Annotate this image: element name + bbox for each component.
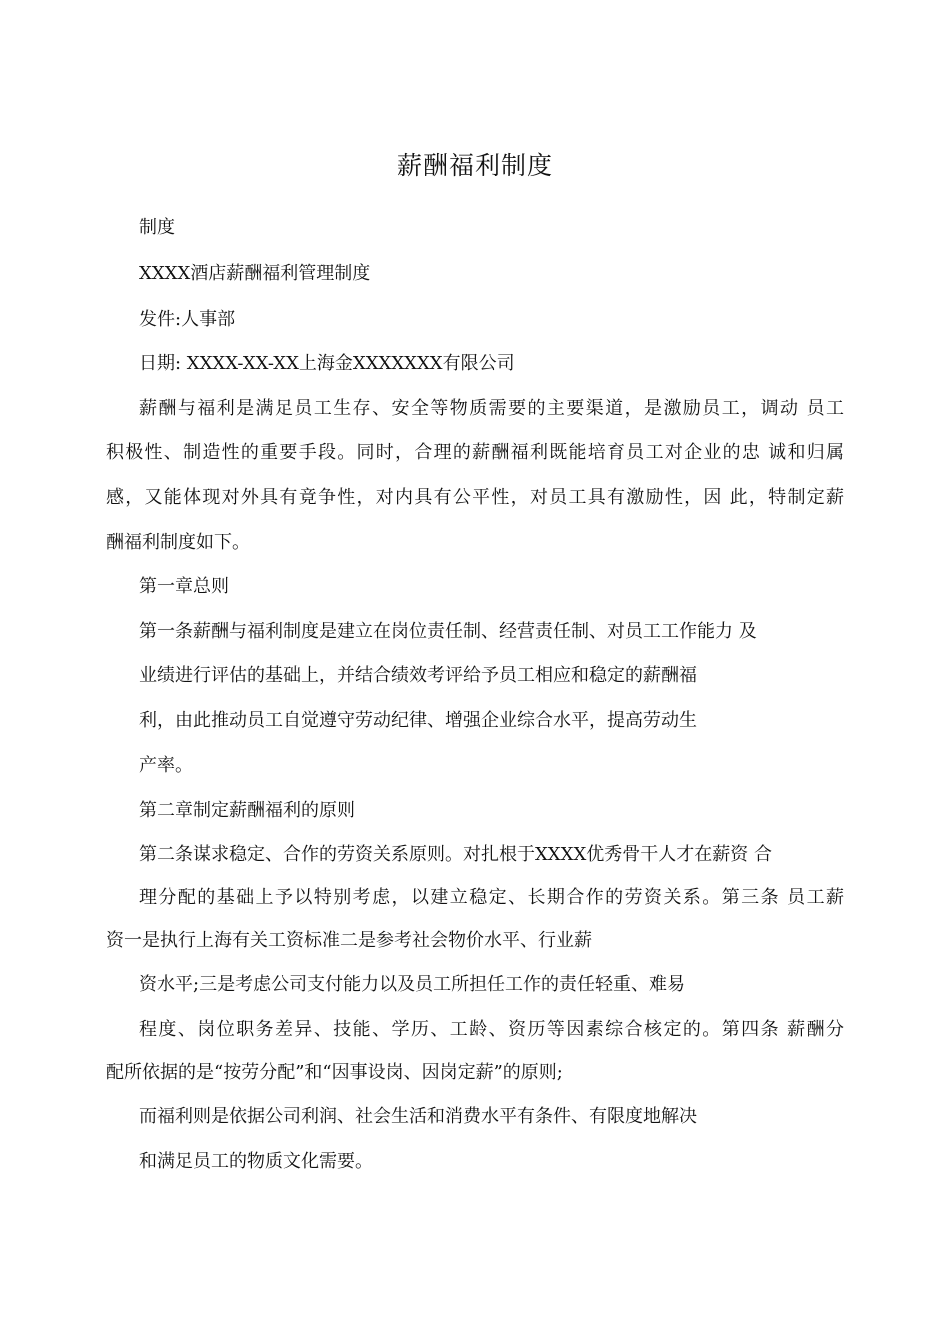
text-line: 感，又能体现对外具有竟争性，对内具有公平性，对员工具有激励性，因 此，特制定薪 xyxy=(106,487,844,508)
document-title: 薪酬福利制度 xyxy=(396,151,553,180)
text-line: 而福利则是依据公司利润、社会生活和消费水平有条件、有限度地解决 xyxy=(139,1106,697,1127)
text-line: XXXX酒店薪酬福利管理制度 xyxy=(139,263,371,284)
text-line: 理分配的基础上予以特别考虑，以建立稳定、长期合作的劳资关系。第三条 员工薪 xyxy=(139,887,844,908)
text-line: 积极性、制造性的重要手段。同时，合理的薪酬福利既能培育员工对企业的忠 诚和归属 xyxy=(106,442,844,463)
chapter-heading: 第一章总则 xyxy=(139,576,229,597)
text-line: 发件:人事部 xyxy=(139,309,236,330)
text-line: 酬福利制度如下。 xyxy=(106,532,250,553)
text-line: 配所依据的是“按劳分配”和“因事设岗、因岗定薪”的原则; xyxy=(106,1062,563,1083)
text-line: 资水平;三是考虑公司支付能力以及员工所担任工作的责任轻重、难易 xyxy=(139,974,686,995)
text-line: 资一是执行上海有关工资标准二是参考社会物价水平、行业薪 xyxy=(106,930,592,951)
text-line: 薪酬与福利是满足员工生存、安全等物质需要的主要渠道，是激励员工，调动 员工 xyxy=(139,398,844,419)
chapter-heading: 第二章制定薪酬福利的原则 xyxy=(139,800,355,821)
text-line: 产率。 xyxy=(139,755,193,776)
text-line: 和满足员工的物质文化需要。 xyxy=(139,1151,373,1172)
text-line: 第二条谋求稳定、合作的劳资关系原则。对扎根于XXXX优秀骨干人才在薪资 合 xyxy=(139,844,772,865)
text-line: 利，由此推动员工自觉遵守劳动纪律、增强企业综合水平，提高劳动生 xyxy=(139,710,697,731)
text-line: 日期: XXXX-XX-XX上海金XXXXXXX有限公司 xyxy=(139,353,515,374)
text-line: 业绩进行评估的基础上，并结合绩效考评给予员工相应和稳定的薪酬福 xyxy=(139,665,697,686)
text-line: 制度 xyxy=(139,217,175,238)
text-line: 程度、岗位职务差异、技能、学历、工龄、资历等因素综合核定的。第四条 薪酬分 xyxy=(139,1019,844,1040)
text-line: 第一条薪酬与福利制度是建立在岗位责任制、经营责任制、对员工工作能力 及 xyxy=(139,621,757,642)
